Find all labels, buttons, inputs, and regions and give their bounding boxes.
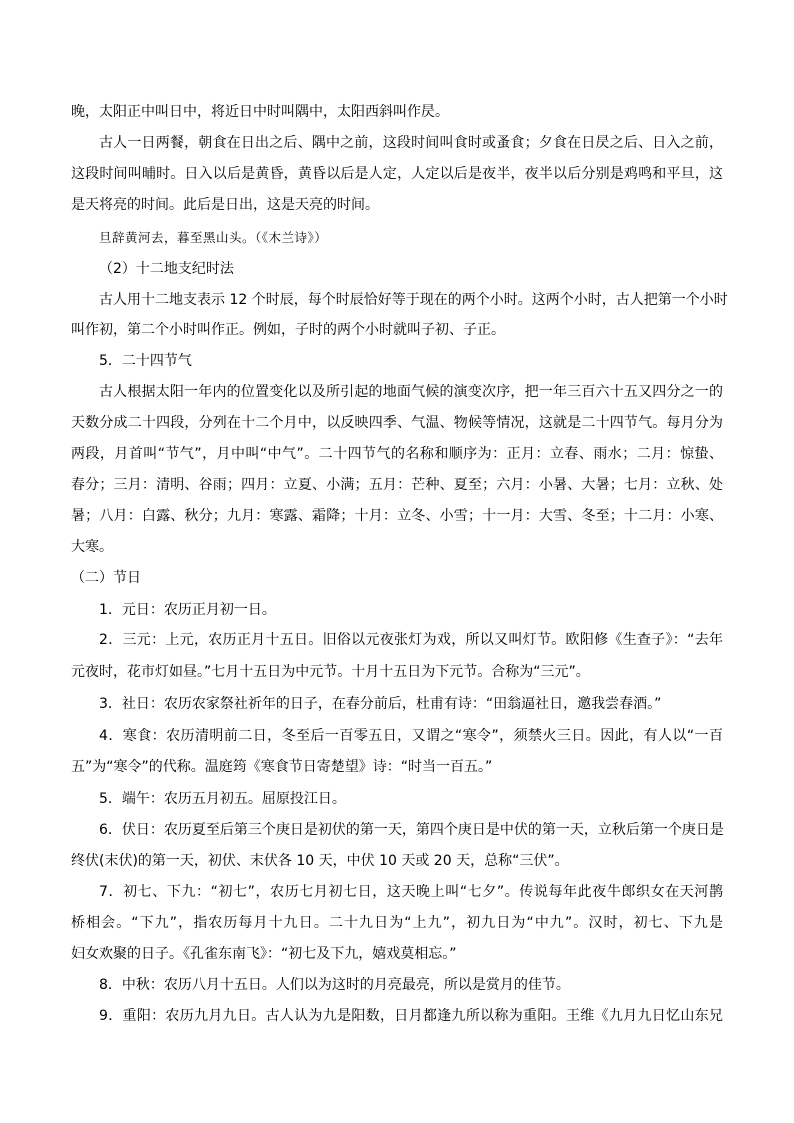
text-line: 叫作初，第二个小时叫作正。例如，子时的两个小时就叫子初、子正。 [71, 322, 505, 338]
text-line: 是天将亮的时间。此后是日出，这是天亮的时间。 [71, 197, 379, 213]
list-item: 7．初七、下九：“初七”，农历七月初七日，这天晚上叫“七夕”。传说每年此夜牛郎织女在天河鹊 [99, 884, 723, 900]
text-line: 元夜时，花市灯如昼。”七月十五日为中元节。十月十五日为下元节。合称为“三元”。 [71, 664, 590, 680]
text-line: 春分；三月：清明、谷雨；四月：立夏、小满；五月：芒种、夏至；六月：小暑、大暑；七月：立秋、处 [71, 477, 723, 493]
section-heading: （二）节日 [71, 570, 141, 586]
text-line: 这段时间叫晡时。日入以后是黄昏，黄昏以后是人定，人定以后是夜半，夜半以后分别是鸡鸣和平旦，这 [71, 166, 723, 182]
list-item: 2．三元：上元，农历正月十五日。旧俗以元夜张灯为戏，所以又叫灯节。欧阳修《生查子》：“去年 [99, 632, 723, 648]
text-line: 暑；八月：白露、秋分；九月：寒露、霜降；十月：立冬、小雪；十一月：大雪、冬至；十二月：小寒、 [71, 508, 723, 524]
list-item: 9．重阳：农历九月九日。古人认为九是阳数，日月都逢九所以称为重阳。王维《九月九日忆山东兄 [99, 1008, 723, 1024]
section-heading: 5．二十四节气 [99, 353, 192, 369]
text-line: 古人根据太阳一年内的位置变化以及所引起的地面气候的演变次序，把一年三百六十五又四分之一的 [99, 384, 723, 400]
list-item: 6．伏日：农历夏至后第三个庚日是初伏的第一天，第四个庚日是中伏的第一天，立秋后第一个庚日是 [99, 822, 724, 838]
text-line: 五”为“寒令”的代称。温庭筠《寒食节日寄楚望》诗：“时当一百五。” [71, 759, 493, 775]
list-item: 4．寒食：农历清明前二日，冬至后一百零五日，又谓之“寒令”，须禁火三日。因此，有人以“一百 [99, 728, 723, 744]
text-line: 妇女欢聚的日子。《孔雀东南飞》：“初七及下九，嬉戏莫相忘。” [71, 946, 457, 962]
text-line: 古人一日两餐，朝食在日出之后、隅中之前，这段时间叫食时或蚤食；夕食在日昃之后、日入之前， [99, 135, 723, 151]
text-line: 大寒。 [71, 539, 113, 555]
quote-line: 旦辞黄河去，暮至黑山头。（《木兰诗》） [99, 230, 328, 245]
list-item: 3．社日：农历农家祭社祈年的日子，在春分前后，杜甫有诗：“田翁逼社日，邀我尝春酒。” [99, 696, 662, 712]
text-line: 两段，月首叫“节气”，月中叫“中气”。二十四节气的名称和顺序为：正月：立春、雨水；二月：惊蛰、 [71, 446, 723, 462]
list-item: 5．端午：农历五月初五。屈原投江日。 [99, 791, 346, 807]
text-line: 古人用十二地支表示 12 个时辰，每个时辰恰好等于现在的两个小时。这两个小时，古人把第一个小时 [99, 292, 728, 308]
list-item: 8．中秋：农历八月十五日。人们以为这时的月亮最亮，所以是赏月的佳节。 [99, 977, 570, 993]
section-heading: （2）十二地支纪时法 [99, 261, 234, 277]
text-line: 终伏(末伏)的第一天，初伏、末伏各 10 天，中伏 10 天或 20 天，总称“三伏”。 [71, 853, 569, 869]
text-line: 晚，太阳正中叫日中，将近日中时叫隅中，太阳西斜叫作昃。 [71, 104, 449, 120]
list-item: 1．元日：农历正月初一日。 [99, 602, 276, 618]
text-line: 天数分成二十四段，分列在十二个月中，以反映四季、气温、物候等情况，这就是二十四节气。每月分为 [71, 415, 723, 431]
text-line: 桥相会。“下九”，指农历每月十九日。二十九日为“上九”，初九日为“中九”。汉时，初七、下九是 [71, 915, 723, 931]
